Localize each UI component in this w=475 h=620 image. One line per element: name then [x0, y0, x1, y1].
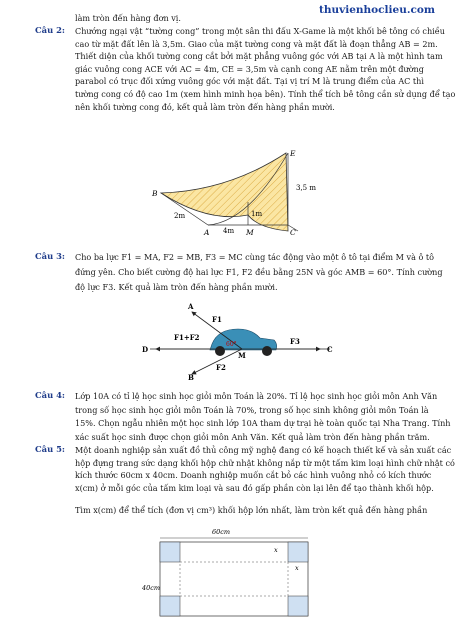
- text-line: độ lực F3. Kết quả làm tròn đến hàng phần mười.: [75, 282, 278, 292]
- text-line: nên khối tường cong đó, kết quả làm tròn đến hàng phần mười.: [75, 101, 335, 112]
- label-c: C: [327, 345, 333, 354]
- sheet-outline: [160, 542, 308, 616]
- text-line: trong số học sinh học giỏi môn Toán là 70%, trong số học sinh không giỏi môn Toán là: [75, 404, 429, 415]
- text-line: cao từ mặt đất lên là 3,5m. Giao của mặt tường cong và mặt đất là đoạn thẳng AB = 2m.: [75, 38, 438, 49]
- label-mh: 1m: [251, 210, 263, 218]
- text-line: Cho ba lực F1 = MA, F2 = MB, F3 = MC cùng tác động vào một ô tô tại điểm M và ô tô: [75, 252, 435, 262]
- q4-text: [75, 390, 451, 444]
- q2-label: Câu 2:: [35, 25, 66, 35]
- text-line: Tìm x(cm) để thể tích (đơn vị cm³) khối hộp lớn nhất, làm tròn kết quả đến hàng phần: [75, 504, 428, 515]
- text-line: kích thước 60cm x 40cm. Doanh nghiệp muốn cắt bỏ các hình vuông nhỏ có kích thước: [75, 470, 432, 481]
- text-line: giác vuông cong ACE với AC = 4m, CE = 3,5m và cạnh cong AE nằm trên một đường: [75, 63, 424, 74]
- label-c: C: [290, 228, 296, 237]
- lead-line: làm tròn đến hàng đơn vị.: [75, 13, 181, 23]
- label-ab: 2m: [174, 212, 186, 220]
- curved-wall-figure: [148, 138, 338, 238]
- q5-text: [75, 444, 455, 516]
- text-line: Một doanh nghiệp sản xuất đồ thủ công mỹ nghệ đang có kế hoạch thiết kế và sản xuất các: [75, 445, 452, 455]
- corner-square: [160, 542, 180, 562]
- text-line: parabol có trục đối xứng vuông góc với mặt đất. Tại vị trí M là trung điểm của AC thì: [75, 76, 424, 87]
- corner-square: [160, 596, 180, 616]
- label-angle: 60°: [226, 341, 237, 348]
- label-x: x: [274, 546, 278, 554]
- corner-square: [288, 542, 308, 562]
- car-forces-figure: [140, 300, 340, 380]
- text-line: Thiết diện của khối tường cong cắt bởi mặt phẳng vuông góc với AB tại A là một hình tam: [75, 51, 443, 62]
- label-f1: F1: [212, 315, 222, 324]
- car-wheel: [215, 346, 225, 356]
- label-b: B: [152, 189, 158, 198]
- corner-square: [288, 596, 308, 616]
- q5-label: Câu 5:: [35, 444, 66, 454]
- text-line: Lớp 10A có tỉ lệ học sinh học giỏi môn Toán là 20%. Tỉ lệ học sinh học giỏi môn Anh Văn: [75, 391, 438, 401]
- q2-text: [75, 25, 455, 113]
- label-m: M: [246, 228, 254, 237]
- q4-label: Câu 4:: [35, 390, 66, 400]
- text-line: 15%. Chọn ngẫu nhiên một học sinh lớp 10A tham dự trại hè toàn quốc tại Nha Trang. Tính: [75, 418, 451, 429]
- label-m: M: [238, 351, 246, 360]
- label-height: 40cm: [142, 584, 161, 592]
- label-a: A: [204, 228, 210, 237]
- label-width: 60cm: [212, 528, 231, 536]
- text-line: tường cong có độ cao 1m (xem hình minh họa bên). Tính thể tích bê tông cần sử dụng để tạo: [75, 88, 456, 99]
- label-ce: 3,5 m: [296, 184, 316, 192]
- label-f2: F2: [216, 363, 226, 372]
- label-f12: F1+F2: [174, 333, 200, 342]
- text-line: x(cm) ở mỗi góc của tấm kim loại và sau đó gấp phần còn lại lên để tạo thành khối hộp.: [75, 482, 434, 493]
- text-line: đứng yên. Cho biết cường độ hai lực F1, F2 đều bằng 25N và góc AMB = 60°. Tính cường: [75, 267, 443, 277]
- text-line: xác suất học sinh được chọn giỏi môn Anh Văn. Kết quả làm tròn đến hàng phần trăm.: [75, 431, 430, 442]
- label-am: 4m: [223, 227, 235, 235]
- label-e: E: [290, 149, 296, 158]
- sheet-figure: [140, 526, 320, 618]
- text-line: Chướng ngại vật “tường cong” trong một sân thi đấu X-Game là một khối bê tông có chiều: [75, 26, 445, 36]
- car-wheel: [262, 346, 272, 356]
- label-a: A: [188, 302, 194, 311]
- text-line: hộp đựng trang sức dạng khối hộp chữ nhật không nắp từ một tấm kim loại hình chữ nhật có: [75, 457, 455, 468]
- site-header: thuvienhoclieu.com: [319, 4, 436, 16]
- label-d: D: [142, 345, 149, 354]
- q3-text: [75, 251, 443, 296]
- label-x: x: [295, 564, 299, 572]
- label-b: B: [188, 373, 194, 380]
- label-f3: F3: [290, 337, 300, 346]
- q3-label: Câu 3:: [35, 251, 66, 261]
